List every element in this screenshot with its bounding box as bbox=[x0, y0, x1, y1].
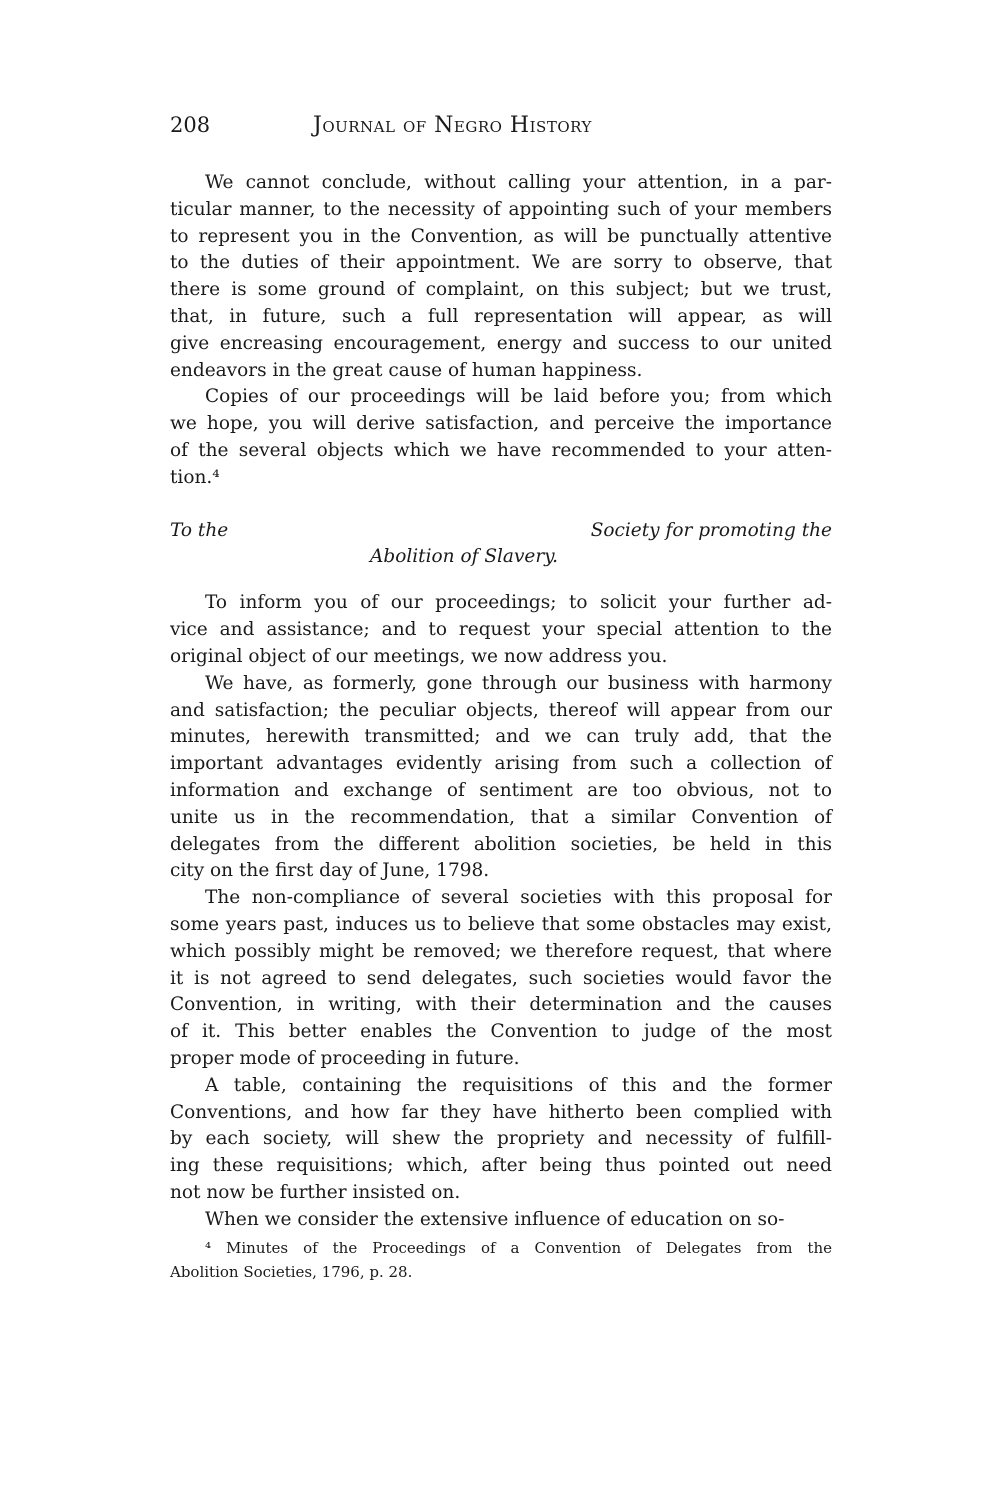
page-number: 208 bbox=[170, 113, 211, 137]
footnote-line: ⁴ Minutes of the Proceedings of a Convention of Delegates from the bbox=[205, 1239, 832, 1257]
text-line: to represent you in the Convention, as will be punctually attentive bbox=[170, 225, 832, 247]
footnote-line: Abolition Societies, 1796, p. 28. bbox=[170, 1263, 413, 1281]
text-line: Convention, in writing, with their determination and the causes bbox=[170, 994, 832, 1016]
paragraph bbox=[170, 1207, 832, 1234]
text-line: original object of our meetings, we now address you. bbox=[170, 645, 668, 667]
text-line: by each society, will shew the propriety and necessity of fulfill- bbox=[170, 1128, 832, 1150]
text-line: that, in future, such a full representation will appear, as will bbox=[170, 305, 832, 327]
letter-address bbox=[170, 518, 832, 590]
running-title: Journal of Negro History bbox=[313, 113, 592, 138]
text-line: some years past, induces us to believe that some obstacles may exist, bbox=[170, 913, 832, 935]
paragraphs-before bbox=[170, 170, 832, 492]
footnote bbox=[170, 1236, 832, 1284]
text-line: not now be further insisted on. bbox=[170, 1181, 461, 1203]
address-abolition: Abolition of Slavery. bbox=[370, 546, 559, 568]
text-line: vice and assistance; and to request your special attention to the bbox=[170, 619, 832, 641]
address-society: Society for promoting the bbox=[590, 520, 832, 542]
body-text bbox=[170, 170, 832, 1233]
text-line: delegates from the different abolition societies, be held in this bbox=[170, 833, 832, 855]
text-line: Conventions, and how far they have hitherto been complied with bbox=[170, 1101, 832, 1123]
text-line: We have, as formerly, gone through our business with harmony bbox=[205, 672, 832, 694]
text-line: information and exchange of sentiment are too obvious, not to bbox=[170, 779, 832, 801]
text-line: tion.⁴ bbox=[170, 466, 220, 488]
text-line: important advantages evidently arising from such a collection of bbox=[170, 753, 832, 775]
text-line: Copies of our proceedings will be laid before you; from which bbox=[205, 386, 832, 408]
text-line: unite us in the recommendation, that a similar Convention of bbox=[170, 806, 832, 828]
text-line: give encreasing encouragement, energy and success to our united bbox=[170, 332, 832, 354]
paragraph bbox=[170, 1073, 832, 1207]
text-line: of the several objects which we have recommended to your atten- bbox=[170, 439, 832, 461]
page-header bbox=[170, 113, 832, 143]
text-line: of it. This better enables the Convention to judge of the most bbox=[170, 1021, 832, 1043]
text-line: we hope, you will derive satisfaction, and perceive the importance bbox=[170, 413, 832, 435]
paragraph bbox=[170, 590, 832, 670]
address-to: To the bbox=[170, 520, 229, 542]
paragraphs-after bbox=[170, 590, 832, 1233]
text-line: A table, containing the requisitions of this and the former bbox=[205, 1074, 832, 1096]
text-line: ing these requisitions; which, after being thus pointed out need bbox=[170, 1155, 832, 1177]
text-line: When we consider the extensive influence of education on so- bbox=[205, 1208, 785, 1230]
paragraph bbox=[170, 885, 832, 1073]
text-line: which possibly might be removed; we therefore request, that where bbox=[170, 940, 832, 962]
text-line: minutes, herewith transmitted; and we can truly add, that the bbox=[170, 726, 832, 748]
text-line: it is not agreed to send delegates, such societies would favor the bbox=[170, 967, 832, 989]
paragraph bbox=[170, 384, 832, 491]
text-line: The non-compliance of several societies with this proposal for bbox=[205, 887, 832, 909]
text-line: proper mode of proceeding in future. bbox=[170, 1047, 520, 1069]
text-line: to the duties of their appointment. We are sorry to observe, that bbox=[170, 252, 832, 274]
paragraph bbox=[170, 170, 832, 384]
text-line: ticular manner, to the necessity of appointing such of your members bbox=[170, 198, 832, 220]
text-line: We cannot conclude, without calling your attention, in a par- bbox=[205, 172, 832, 193]
text-line: endeavors in the great cause of human happiness. bbox=[170, 359, 643, 381]
text-line: city on the first day of June, 1798. bbox=[170, 860, 490, 882]
paragraph bbox=[170, 671, 832, 885]
text-line: and satisfaction; the peculiar objects, thereof will appear from our bbox=[170, 699, 832, 721]
text-line: To inform you of our proceedings; to solicit your further ad- bbox=[205, 592, 832, 614]
text-line: there is some ground of complaint, on this subject; but we trust, bbox=[170, 279, 832, 301]
